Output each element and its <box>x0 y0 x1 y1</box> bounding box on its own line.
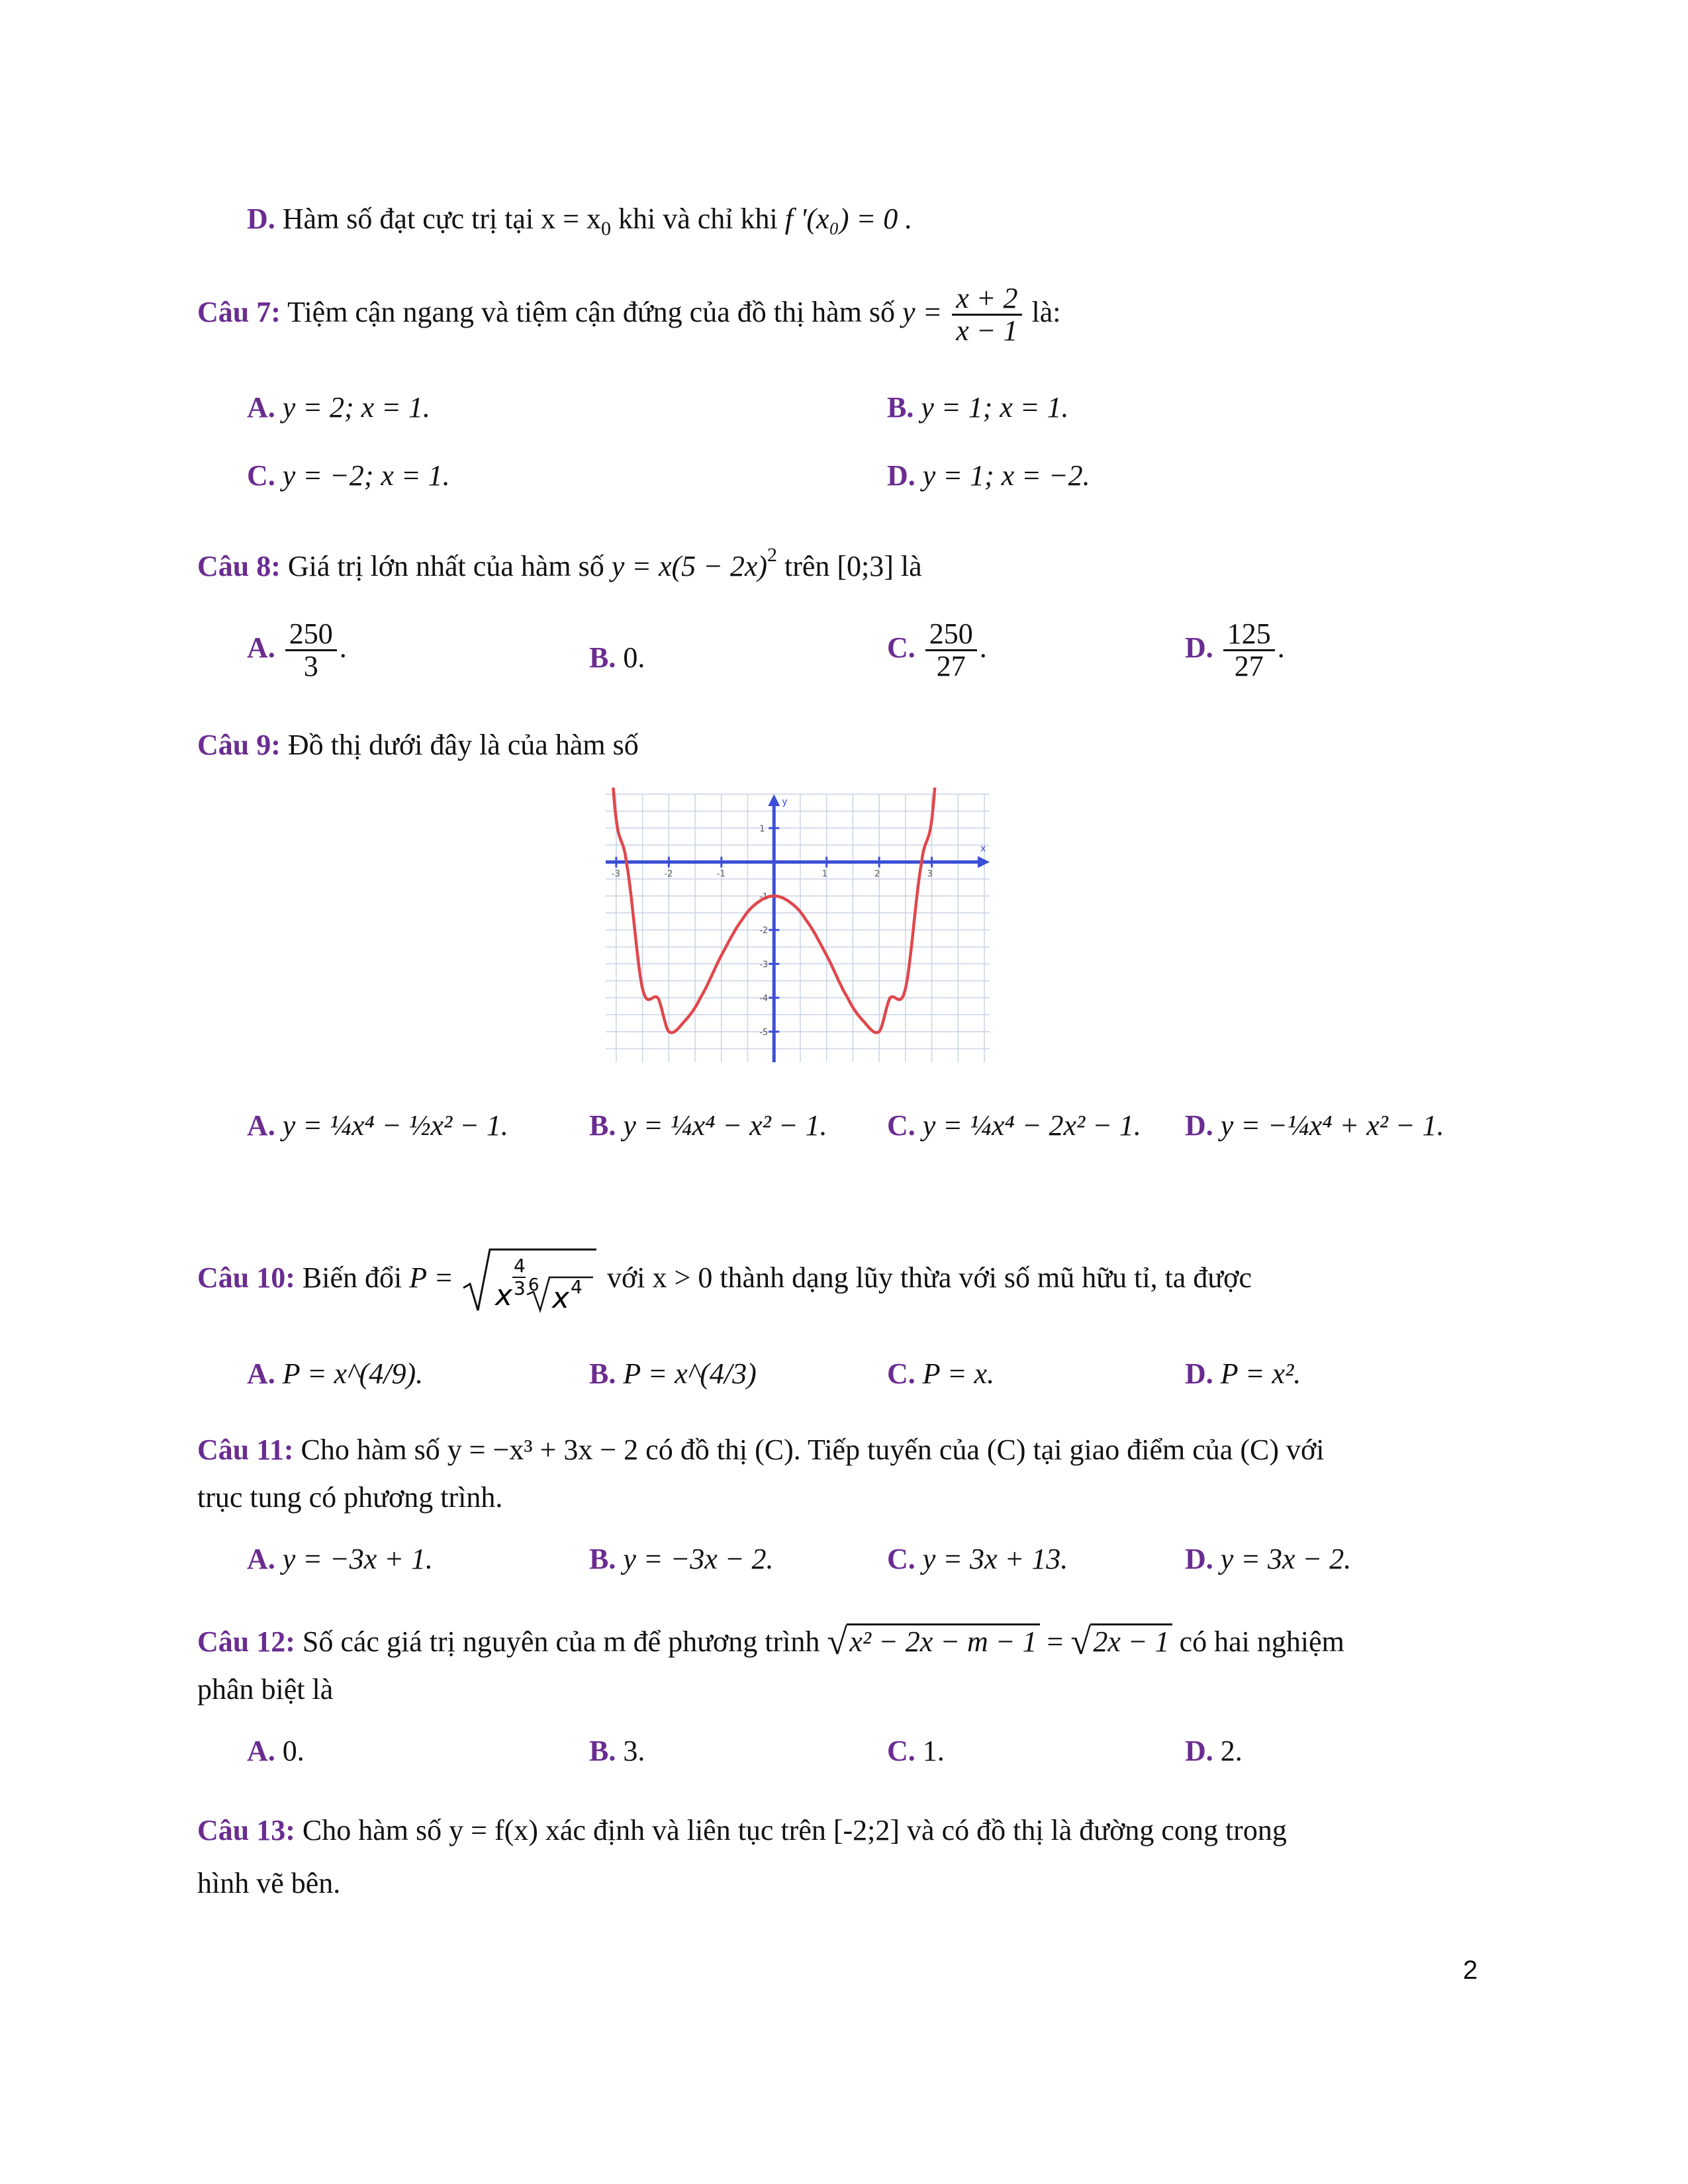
y-tick-label: 1 <box>759 824 765 835</box>
q10-option-c-label: C. <box>887 1357 915 1390</box>
q6-option-d-tail: khi và chỉ khi <box>611 203 785 235</box>
q12-option-b-text: 3. <box>623 1735 645 1767</box>
q7-option-a[interactable] <box>247 390 430 424</box>
q10-option-d-text: P = x². <box>1220 1357 1301 1390</box>
q8-option-d-num: 125 <box>1223 619 1275 651</box>
q12-radicand-right: 2x − 1 <box>1090 1623 1172 1658</box>
q9-option-d[interactable] <box>1185 1109 1444 1142</box>
q10-option-b[interactable] <box>589 1357 757 1390</box>
q11-option-d-label: D. <box>1185 1543 1213 1575</box>
q7-label: Câu 7: <box>197 295 281 328</box>
q11-option-a-label: A. <box>247 1543 275 1575</box>
q10-label: Câu 10: <box>197 1261 295 1295</box>
q11-stem-line1 <box>197 1433 1324 1467</box>
y-axis-label: y <box>782 797 788 807</box>
q12-option-d[interactable] <box>1185 1734 1243 1768</box>
q12-tail: có hai nghiệm <box>1179 1625 1344 1658</box>
x-tick-label: 3 <box>927 869 933 880</box>
x-axis-arrow <box>978 856 990 868</box>
q8-label: Câu 8: <box>197 550 281 582</box>
q6-option-d-sub: 0 <box>601 218 611 240</box>
q12-radicand-left: x² − 2x − m − 1 <box>847 1623 1039 1658</box>
q12-radical-right <box>1070 1625 1172 1659</box>
q8-option-a-fraction <box>285 619 337 682</box>
q10-option-d-label: D. <box>1185 1357 1213 1390</box>
q8-text: Giá trị lớn nhất của hàm số <box>287 550 604 582</box>
q7-numerator: x + 2 <box>952 283 1021 316</box>
q10-p-eq: P = <box>409 1261 454 1295</box>
y-tick-label: -3 <box>759 960 769 970</box>
graph-grid <box>606 794 990 1062</box>
q9-text: Đồ thị dưới đây là của hàm số <box>287 729 639 761</box>
q7-text: Tiệm cận ngang và tiệm cận đứng của đồ thị hàm số <box>287 295 896 328</box>
q6-option-d-text: Hàm số đạt cực trị tại x = x <box>282 203 601 235</box>
q10-option-c-text: P = x. <box>922 1357 995 1390</box>
q8-option-a-label: A. <box>247 631 275 664</box>
q7-option-b-text: y = 1; x = 1. <box>921 391 1069 424</box>
q12-radical-left <box>827 1625 1039 1659</box>
q9-label: Câu 9: <box>197 729 281 761</box>
q7-option-a-text: y = 2; x = 1. <box>282 391 430 424</box>
q9-option-c-label: C. <box>887 1109 915 1142</box>
q11-line2: trục tung có phương trình. <box>197 1481 503 1514</box>
q11-option-b-label: B. <box>589 1543 616 1575</box>
q7-option-c[interactable] <box>247 459 450 492</box>
q7-option-b-label: B. <box>887 391 914 424</box>
q10-stem <box>197 1244 1252 1317</box>
q11-option-b-text: y = −3x − 2. <box>623 1543 774 1575</box>
q12-option-a-text: 0. <box>282 1735 305 1767</box>
q6-option-d-label: D. <box>247 203 275 235</box>
q9-option-c[interactable] <box>887 1109 1141 1142</box>
q7-denominator: x − 1 <box>956 314 1018 347</box>
q12-option-d-label: D. <box>1185 1735 1213 1767</box>
q11-option-d-text: y = 3x − 2. <box>1220 1543 1352 1575</box>
q10-tail: với x > 0 thành dạng lũy thừa với số mũ hữu tỉ, ta được <box>607 1261 1252 1295</box>
q13-line1: Cho hàm số y = f(x) xác định và liên tục trên [-2;2] và có đồ thị là đường cong trong <box>302 1814 1287 1846</box>
q12-stem-line2 <box>197 1672 333 1706</box>
q9-option-d-label: D. <box>1185 1109 1213 1142</box>
q7-stem <box>197 283 1061 346</box>
q9-option-b[interactable] <box>589 1109 827 1142</box>
q12-option-b[interactable] <box>589 1734 645 1768</box>
q8-option-d-den: 27 <box>1234 650 1264 683</box>
q8-option-d-fraction <box>1223 619 1275 682</box>
q8-option-b[interactable] <box>589 641 645 674</box>
q8-stem <box>197 544 922 583</box>
x-tick-label: 2 <box>874 869 880 880</box>
q7-option-d-text: y = 1; x = −2. <box>922 459 1090 492</box>
svg-text:6: 6 <box>528 1275 539 1295</box>
svg-text:3: 3 <box>514 1277 526 1299</box>
q12-option-c-label: C. <box>887 1735 915 1767</box>
q10-text-a: Biến đổi <box>302 1261 402 1295</box>
q12-option-c-text: 1. <box>922 1735 945 1767</box>
q13-label: Câu 13: <box>197 1814 295 1846</box>
svg-text:x: x <box>552 1281 570 1315</box>
x-tick-label: -1 <box>716 869 726 880</box>
x-tick-label: -3 <box>611 869 620 880</box>
q8-option-c-den: 27 <box>936 650 966 683</box>
q11-option-c-label: C. <box>887 1543 915 1575</box>
q8-option-b-label: B. <box>589 641 616 674</box>
q7-option-c-text: y = −2; x = 1. <box>282 459 450 492</box>
q12-option-a[interactable] <box>247 1734 305 1768</box>
x-tick-label: -2 <box>664 869 673 880</box>
q11-option-b[interactable] <box>589 1542 774 1576</box>
q8-tail: trên [0;3] là <box>784 550 922 582</box>
page-number: 2 <box>1463 1956 1478 1985</box>
q9-option-b-label: B. <box>589 1109 616 1142</box>
q7-option-a-label: A. <box>247 391 275 424</box>
q10-option-a-label: A. <box>247 1357 275 1390</box>
q12-option-d-text: 2. <box>1220 1735 1243 1767</box>
q12-stem-line1 <box>197 1625 1344 1659</box>
q8-option-d-label: D. <box>1185 631 1213 664</box>
q11-option-d[interactable] <box>1185 1542 1351 1576</box>
q9-option-a-text: y = ¼x⁴ − ½x² − 1. <box>282 1109 508 1142</box>
q13-stem-line1 <box>197 1813 1287 1847</box>
q7-y-eq: y = <box>902 295 943 328</box>
q13-stem-line2 <box>197 1866 340 1900</box>
q12-eq: = <box>1047 1625 1064 1658</box>
q9-stem <box>197 728 639 762</box>
y-axis-arrow <box>768 794 780 806</box>
q11-option-a-text: y = −3x + 1. <box>282 1543 433 1575</box>
q7-tail: là: <box>1031 295 1061 328</box>
q9-option-a[interactable] <box>247 1109 508 1142</box>
q10-option-c[interactable] <box>887 1357 994 1390</box>
y-tick-label: -4 <box>759 993 769 1004</box>
q8-option-c-label: C. <box>887 631 915 664</box>
q9-option-c-text: y = ¼x⁴ − 2x² − 1. <box>922 1109 1141 1142</box>
q8-option-a-num: 250 <box>285 619 337 651</box>
q11-stem-line2 <box>197 1480 502 1514</box>
q12-option-a-label: A. <box>247 1735 275 1767</box>
q8-option-a-den: 3 <box>303 650 318 683</box>
q11-label: Câu 11: <box>197 1433 294 1466</box>
q12-line2: phân biệt là <box>197 1673 334 1706</box>
q11-line1: Cho hàm số y = −x³ + 3x − 2 có đồ thị (C). Tiếp tuyến của (C) tại giao điểm của (C) với <box>301 1433 1325 1466</box>
q8-option-c-num: 250 <box>925 619 977 651</box>
q7-option-b[interactable] <box>887 390 1068 424</box>
q7-option-d[interactable] <box>887 459 1090 492</box>
q9-graph <box>592 788 1003 1069</box>
q12-text: Số các giá trị nguyên của m để phương trình <box>302 1625 820 1658</box>
q11-option-c[interactable] <box>887 1542 1068 1576</box>
q10-option-a[interactable] <box>247 1357 423 1390</box>
q6-option-d-math: f '(x₀) = 0 . <box>784 203 913 235</box>
y-tick-label: -1 <box>759 891 769 902</box>
q8-func-exp: 2 <box>767 544 777 566</box>
q9-option-d-text: y = −¼x⁴ + x² − 1. <box>1220 1109 1444 1142</box>
q9-option-a-label: A. <box>247 1109 275 1142</box>
svg-text:x: x <box>495 1279 513 1312</box>
q8-option-c[interactable]: C. $\frac{250}{27}$ . <box>887 617 987 683</box>
x-axis-label: x <box>980 843 986 854</box>
q8-option-c-fraction <box>925 619 977 682</box>
q10-option-b-text: P = x^(4/3) <box>623 1357 757 1390</box>
q7-option-c-label: C. <box>247 459 275 492</box>
q6-option-d <box>247 202 912 240</box>
q7-fraction <box>952 283 1021 346</box>
q7-option-d-label: D. <box>887 459 915 492</box>
q12-option-b-label: B. <box>589 1735 616 1767</box>
q10-option-a-text: P = x^(4/9). <box>282 1357 424 1390</box>
q11-option-c-text: y = 3x + 13. <box>922 1543 1068 1575</box>
q8-func: y = x(5 − 2x) <box>611 550 767 582</box>
y-tick-label: -5 <box>759 1027 769 1038</box>
svg-text:4: 4 <box>514 1255 526 1277</box>
q10-option-b-label: B. <box>589 1357 616 1390</box>
svg-text:4: 4 <box>571 1276 583 1298</box>
q10-option-d[interactable] <box>1185 1357 1301 1390</box>
q11-option-a[interactable] <box>247 1542 433 1576</box>
x-tick-label: 1 <box>821 869 827 880</box>
y-tick-label: -2 <box>759 926 769 936</box>
q9-option-b-text: y = ¼x⁴ − x² − 1. <box>623 1109 827 1142</box>
q10-radical-expression <box>461 1244 600 1317</box>
q8-option-a[interactable]: A. $\frac{250}{3}$ . <box>247 617 347 683</box>
q12-option-c[interactable] <box>887 1734 945 1768</box>
q12-label: Câu 12: <box>197 1625 295 1658</box>
q8-option-b-text: 0. <box>623 641 645 674</box>
q8-option-d[interactable]: D. $\frac{125}{27}$ . <box>1185 617 1285 683</box>
q13-line2: hình vẽ bên. <box>197 1867 341 1899</box>
